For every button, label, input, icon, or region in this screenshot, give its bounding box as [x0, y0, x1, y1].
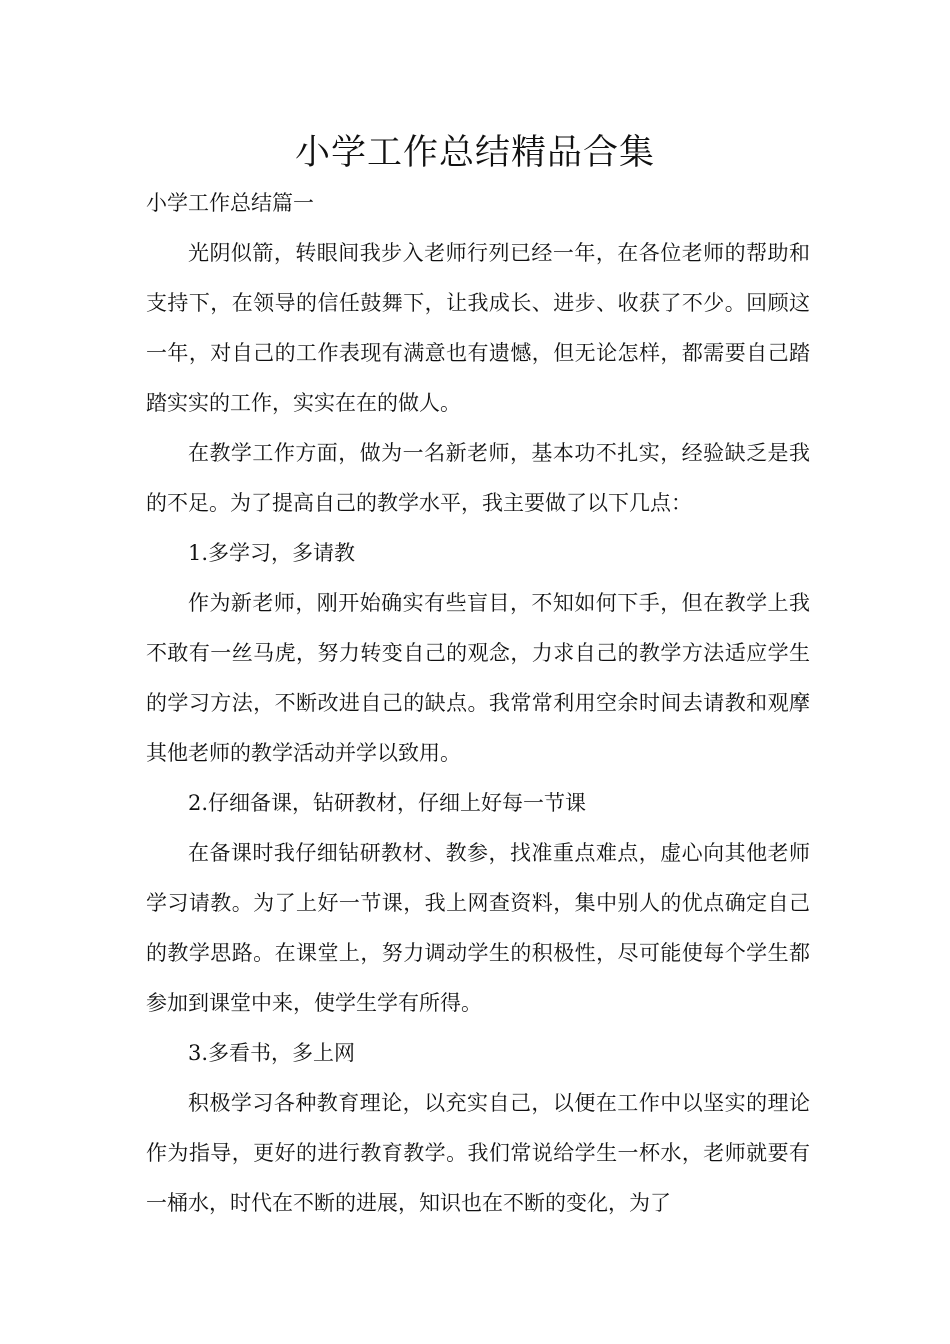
section-heading: 小学工作总结篇一: [146, 191, 314, 215]
paragraph-point-2: 在备课时我仔细钻研教材、教参，找准重点难点，虚心向其他老师学习请教。为了上好一节课，我上网查资料，集中别人的优点确定自己的教学思路。在课堂上，努力调动学生的积极性，尽可能使每个学生都参加到课堂中来，使学生学有所得。: [146, 841, 810, 1015]
document-body: [146, 178, 810, 1228]
paragraph-point-1: 作为新老师，刚开始确实有些盲目，不知如何下手，但在教学上我不敢有一丝马虎，努力转变自己的观念，力求自己的教学方法适应学生的学习方法，不断改进自己的缺点。我常常利用空余时间去请教和观摩其他老师的教学活动并学以致用。: [146, 591, 810, 765]
paragraph-intro: 光阴似箭，转眼间我步入老师行列已经一年，在各位老师的帮助和支持下，在领导的信任鼓舞下，让我成长、进步、收获了不少。回顾这一年，对自己的工作表现有满意也有遗憾，但无论怎样，都需要自己踏踏实实的工作，实实在在的做人。: [146, 241, 810, 415]
list-heading-3: 3.多看书，多上网: [188, 1041, 356, 1065]
list-heading-2: 2.仔细备课，钻研教材，仔细上好每一节课: [188, 791, 587, 815]
paragraph-point-3: 积极学习各种教育理论，以充实自己，以便在工作中以坚实的理论作为指导，更好的进行教育教学。我们常说给学生一杯水，老师就要有一桶水，时代在不断的进展，知识也在不断的变化，为了: [146, 1091, 810, 1215]
list-heading-1: 1.多学习，多请教: [188, 541, 356, 565]
document-title: 小学工作总结精品合集: [294, 133, 655, 173]
paragraph-teaching: 在教学工作方面，做为一名新老师，基本功不扎实，经验缺乏是我的不足。为了提高自己的教学水平，我主要做了以下几点：: [146, 441, 810, 515]
